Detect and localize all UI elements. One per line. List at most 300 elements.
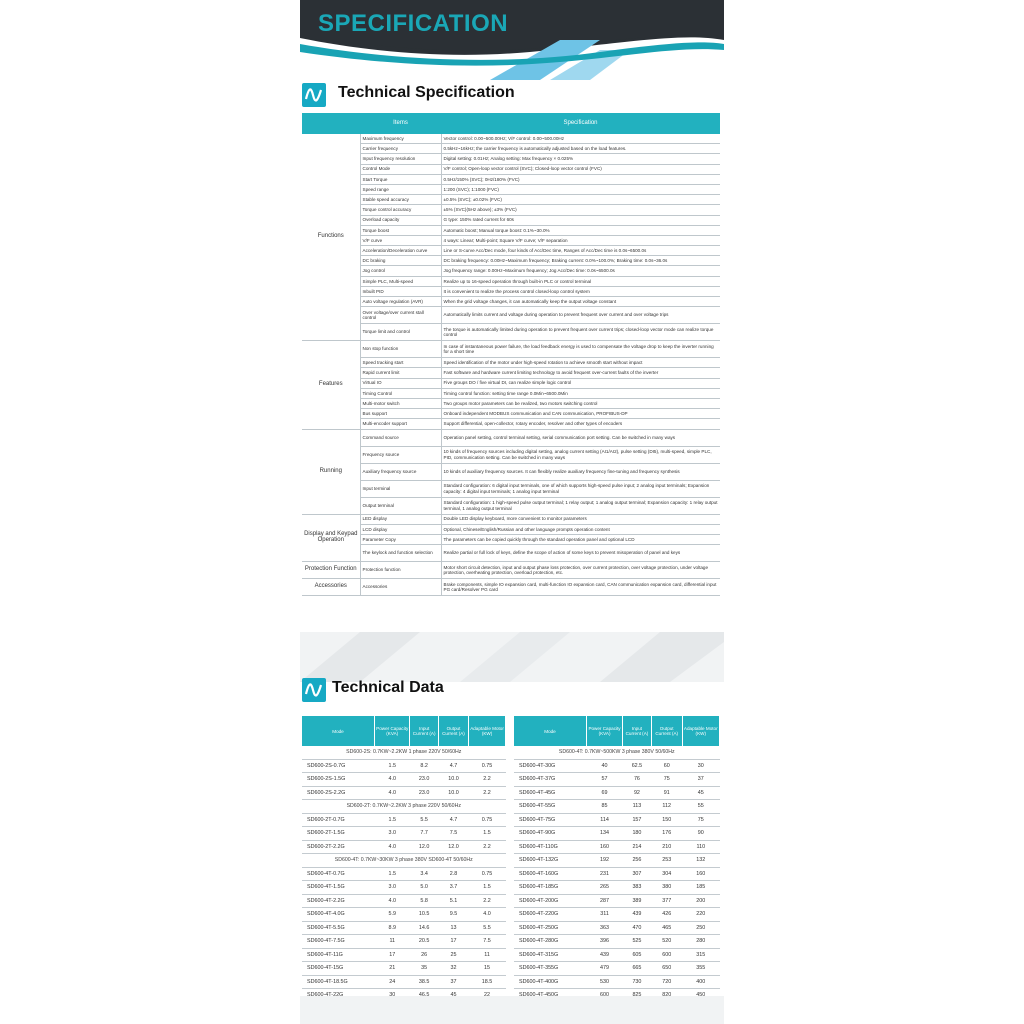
spec-table bbox=[302, 113, 720, 596]
value-cell: 132 bbox=[682, 854, 719, 868]
value-cell: 439 bbox=[587, 948, 623, 962]
spec-row bbox=[302, 446, 720, 463]
data-row bbox=[514, 800, 720, 814]
spec-row bbox=[302, 579, 720, 596]
spec-item-value: Motor short circuit detection, input and output phase loss protection, over current protection, over voltage protection, under voltage protection, overheating protection, overload protection, etc. bbox=[441, 562, 720, 579]
data-col-header: Input Current (A) bbox=[623, 716, 652, 746]
value-cell: 426 bbox=[651, 908, 682, 922]
spec-item-name: Maximum frequency bbox=[360, 134, 441, 144]
data-row bbox=[302, 840, 506, 854]
value-cell: 0.75 bbox=[469, 759, 506, 773]
value-cell: 4.0 bbox=[469, 908, 506, 922]
value-cell: 57 bbox=[587, 773, 623, 787]
model-cell: SD600-4T-75G bbox=[514, 813, 587, 827]
spec-item-value: Automatically limits current and voltage during operation to prevent frequent over current and over voltage trips bbox=[441, 307, 720, 324]
value-cell: 10.5 bbox=[410, 908, 438, 922]
spec-row bbox=[302, 205, 720, 215]
value-cell: 176 bbox=[651, 827, 682, 841]
spec-row bbox=[302, 297, 720, 307]
data-subheader-row bbox=[302, 746, 506, 759]
spec-item-value: Standard configuration: 1 high-speed pulse output terminal; 1 relay output; 1 analog output terminal; Expansion capacity: 1 relay output terminal, 1 analog output terminal bbox=[441, 497, 720, 514]
spec-item-value: ±0.5% (SVC); ±0.02% (FVC) bbox=[441, 195, 720, 205]
data-row bbox=[514, 813, 720, 827]
spec-item-name: V/F curve bbox=[360, 235, 441, 245]
data-row bbox=[514, 894, 720, 908]
model-cell: SD600-4T-185G bbox=[514, 881, 587, 895]
spec-row bbox=[302, 266, 720, 276]
spec-row bbox=[302, 256, 720, 266]
value-cell: 157 bbox=[623, 813, 652, 827]
spec-item-name: Input terminal bbox=[360, 480, 441, 497]
model-cell: SD600-4T-5.5G bbox=[302, 921, 375, 935]
data-col-header: Power Capacity (KVA) bbox=[375, 716, 410, 746]
value-cell: 730 bbox=[623, 975, 652, 989]
spec-item-name: Inbuilt PID bbox=[360, 286, 441, 296]
value-cell: 4.7 bbox=[438, 813, 468, 827]
value-cell: 11 bbox=[375, 935, 410, 949]
value-cell: 17 bbox=[375, 948, 410, 962]
value-cell: 4.0 bbox=[375, 894, 410, 908]
value-cell: 45 bbox=[682, 786, 719, 800]
data-subheader: SD600-4T: 0.7KW~30KW 3 phase 380V SD600-4T 50/60Hz bbox=[302, 854, 506, 868]
model-cell: SD600-2T-0.7G bbox=[302, 813, 375, 827]
value-cell: 35 bbox=[410, 962, 438, 976]
spec-row bbox=[302, 534, 720, 544]
value-cell: 37 bbox=[682, 773, 719, 787]
value-cell: 5.8 bbox=[410, 894, 438, 908]
value-cell: 2.2 bbox=[469, 840, 506, 854]
value-cell: 160 bbox=[682, 867, 719, 881]
value-cell: 3.4 bbox=[410, 867, 438, 881]
value-cell: 520 bbox=[651, 935, 682, 949]
spec-item-name: Multi-encoder support bbox=[360, 419, 441, 429]
value-cell: 665 bbox=[623, 962, 652, 976]
data-row bbox=[514, 948, 720, 962]
data-row bbox=[514, 827, 720, 841]
data-row bbox=[514, 867, 720, 881]
value-cell: 4.0 bbox=[375, 840, 410, 854]
data-row bbox=[302, 813, 506, 827]
value-cell: 40 bbox=[587, 759, 623, 773]
spec-row bbox=[302, 497, 720, 514]
data-col-header: Adaptable Motor (KW) bbox=[682, 716, 719, 746]
value-cell: 389 bbox=[623, 894, 652, 908]
value-cell: 3.0 bbox=[375, 881, 410, 895]
spec-row bbox=[302, 324, 720, 341]
value-cell: 8.9 bbox=[375, 921, 410, 935]
value-cell: 5.5 bbox=[410, 813, 438, 827]
spec-row bbox=[302, 235, 720, 245]
data-row bbox=[302, 881, 506, 895]
value-cell: 12.0 bbox=[410, 840, 438, 854]
value-cell: 55 bbox=[682, 800, 719, 814]
value-cell: 377 bbox=[651, 894, 682, 908]
spec-item-value: It is convenient to realize the process control closed-loop control system bbox=[441, 286, 720, 296]
spec-item-name: Output terminal bbox=[360, 497, 441, 514]
value-cell: 32 bbox=[438, 962, 468, 976]
value-cell: 479 bbox=[587, 962, 623, 976]
spec-banner bbox=[300, 0, 724, 80]
value-cell: 0.75 bbox=[469, 813, 506, 827]
tech-data-title: Technical Data bbox=[332, 679, 444, 696]
spec-header-spec: Specification bbox=[441, 113, 720, 134]
spec-row bbox=[302, 134, 720, 144]
spec-item-value: Operation panel setting, control terminal setting, serial communication port setting. Can be switched in many ways bbox=[441, 429, 720, 446]
data-subheader-row bbox=[302, 800, 506, 814]
value-cell: 600 bbox=[651, 948, 682, 962]
value-cell: 4.7 bbox=[438, 759, 468, 773]
wave-logo-icon bbox=[302, 83, 326, 107]
value-cell: 4.0 bbox=[375, 773, 410, 787]
model-cell: SD600-4T-11G bbox=[302, 948, 375, 962]
spec-item-value: The torque is automatically limited during operation to prevent frequent over current trips; closed-loop vector mode can realize torque control bbox=[441, 324, 720, 341]
data-row bbox=[514, 759, 720, 773]
spec-item-value: Vector control: 0.00~500.00Hz; V/F control: 0.00~500.00Hz bbox=[441, 134, 720, 144]
data-row bbox=[302, 894, 506, 908]
value-cell: 265 bbox=[587, 881, 623, 895]
model-cell: SD600-4T-200G bbox=[514, 894, 587, 908]
data-row bbox=[302, 975, 506, 989]
value-cell: 7.5 bbox=[438, 827, 468, 841]
value-cell: 311 bbox=[587, 908, 623, 922]
value-cell: 14.6 bbox=[410, 921, 438, 935]
tech-data-table-right bbox=[514, 716, 720, 1016]
model-cell: SD600-4T-400G bbox=[514, 975, 587, 989]
value-cell: 5.5 bbox=[469, 921, 506, 935]
model-cell: SD600-4T-2.2G bbox=[302, 894, 375, 908]
spec-row bbox=[302, 341, 720, 358]
value-cell: 9.5 bbox=[438, 908, 468, 922]
value-cell: 92 bbox=[623, 786, 652, 800]
spec-item-name: Speed range bbox=[360, 184, 441, 194]
spec-item-name: Simple PLC, Multi-speed bbox=[360, 276, 441, 286]
value-cell: 355 bbox=[682, 962, 719, 976]
value-cell: 91 bbox=[651, 786, 682, 800]
value-cell: 75 bbox=[651, 773, 682, 787]
data-row bbox=[302, 773, 506, 787]
spec-row bbox=[302, 225, 720, 235]
spec-item-name: Bus support bbox=[360, 409, 441, 419]
model-cell: SD600-4T-90G bbox=[514, 827, 587, 841]
spec-item-value: 0.5kHz~16kHz; the carrier frequency is automatically adjusted based on the load features. bbox=[441, 144, 720, 154]
value-cell: 256 bbox=[623, 854, 652, 868]
value-cell: 231 bbox=[587, 867, 623, 881]
value-cell: 5.0 bbox=[410, 881, 438, 895]
spec-item-name: Parameter Copy bbox=[360, 534, 441, 544]
value-cell: 1.5 bbox=[469, 881, 506, 895]
value-cell: 650 bbox=[651, 962, 682, 976]
value-cell: 383 bbox=[623, 881, 652, 895]
value-cell: 2.2 bbox=[469, 894, 506, 908]
spec-item-name: Rapid current limit bbox=[360, 368, 441, 378]
value-cell: 185 bbox=[682, 881, 719, 895]
value-cell: 4.0 bbox=[375, 786, 410, 800]
data-row bbox=[514, 786, 720, 800]
value-cell: 1.5 bbox=[375, 867, 410, 881]
spec-item-name: Input frequency resolution bbox=[360, 154, 441, 164]
spec-item-name: DC braking bbox=[360, 256, 441, 266]
model-cell: SD600-2T-2.2G bbox=[302, 840, 375, 854]
spec-row bbox=[302, 195, 720, 205]
value-cell: 150 bbox=[651, 813, 682, 827]
data-col-header: Mode bbox=[514, 716, 587, 746]
value-cell: 470 bbox=[623, 921, 652, 935]
decorative-background-bottom bbox=[300, 996, 724, 1024]
value-cell: 26 bbox=[410, 948, 438, 962]
data-col-header: Output Current (A) bbox=[651, 716, 682, 746]
spec-item-value: V/F control; Open-loop vector control (SVC); Closed-loop vector control (FVC) bbox=[441, 164, 720, 174]
spec-row bbox=[302, 246, 720, 256]
spec-item-name: Accessories bbox=[360, 579, 441, 596]
value-cell: 11 bbox=[469, 948, 506, 962]
value-cell: 85 bbox=[587, 800, 623, 814]
data-row bbox=[514, 962, 720, 976]
model-cell: SD600-4T-7.5G bbox=[302, 935, 375, 949]
spec-item-name: Over voltage/over current stall control bbox=[360, 307, 441, 324]
value-cell: 134 bbox=[587, 827, 623, 841]
spec-item-name: Carrier frequency bbox=[360, 144, 441, 154]
value-cell: 114 bbox=[587, 813, 623, 827]
spec-header-group bbox=[302, 113, 360, 134]
value-cell: 37 bbox=[438, 975, 468, 989]
value-cell: 90 bbox=[682, 827, 719, 841]
model-cell: SD600-4T-132G bbox=[514, 854, 587, 868]
spec-item-value: Brake components, simple IO expansion card, multi-function IO expansion card, CAN communication expansion card, differential input PG card/Resolver PG card bbox=[441, 579, 720, 596]
data-row bbox=[514, 773, 720, 787]
model-cell: SD600-4T-220G bbox=[514, 908, 587, 922]
model-cell: SD600-2S-2.2G bbox=[302, 786, 375, 800]
value-cell: 30 bbox=[682, 759, 719, 773]
spec-item-name: Virtual IO bbox=[360, 378, 441, 388]
value-cell: 214 bbox=[623, 840, 652, 854]
data-subheader-row bbox=[514, 746, 720, 759]
spec-row bbox=[302, 154, 720, 164]
spec-row bbox=[302, 463, 720, 480]
value-cell: 2.2 bbox=[469, 786, 506, 800]
data-row bbox=[514, 935, 720, 949]
value-cell: 15 bbox=[469, 962, 506, 976]
data-row bbox=[514, 975, 720, 989]
spec-item-name: Stable speed accuracy bbox=[360, 195, 441, 205]
value-cell: 12.0 bbox=[438, 840, 468, 854]
value-cell: 605 bbox=[623, 948, 652, 962]
spec-row bbox=[302, 388, 720, 398]
value-cell: 180 bbox=[623, 827, 652, 841]
spec-item-value: Onboard independent MODBUS communication and CAN communication, PROFIBUS-DP bbox=[441, 409, 720, 419]
data-row bbox=[302, 921, 506, 935]
spec-panel bbox=[300, 0, 724, 1024]
spec-row bbox=[302, 378, 720, 388]
spec-item-value: Automatic boost; Manual torque boost: 0.1%~30.0% bbox=[441, 225, 720, 235]
value-cell: 17 bbox=[438, 935, 468, 949]
spec-item-value: Realize partial or full lock of keys, define the scope of action of some keys to prevent misoperation of panel and keys bbox=[441, 545, 720, 562]
spec-item-value: 0.5Hz/150% (SVC); 0Hz/180% (FVC) bbox=[441, 174, 720, 184]
tech-data-heading bbox=[300, 675, 724, 705]
spec-item-name: LED display bbox=[360, 514, 441, 524]
value-cell: 75 bbox=[682, 813, 719, 827]
value-cell: 720 bbox=[651, 975, 682, 989]
spec-row bbox=[302, 419, 720, 429]
value-cell: 7.5 bbox=[469, 935, 506, 949]
spec-row bbox=[302, 562, 720, 579]
data-row bbox=[514, 840, 720, 854]
value-cell: 8.2 bbox=[410, 759, 438, 773]
spec-row bbox=[302, 545, 720, 562]
data-row bbox=[302, 962, 506, 976]
value-cell: 465 bbox=[651, 921, 682, 935]
data-row bbox=[514, 854, 720, 868]
value-cell: 10.0 bbox=[438, 786, 468, 800]
spec-item-value: 10 kinds of auxiliary frequency sources. It can flexibly realize auxiliary frequency fine-tuning and frequency synthesis bbox=[441, 463, 720, 480]
spec-item-name: Acceleration/Deceleration curve bbox=[360, 246, 441, 256]
spec-item-value: 10 kinds of frequency sources including digital setting, analog current setting (AI1/AI2), pulse setting (DI5), multi-speed, simple PLC, PID, communication setting. Can be switched in many ways bbox=[441, 446, 720, 463]
spec-item-value: G type: 150% rated current for 60s bbox=[441, 215, 720, 225]
spec-item-value: Speed identification of the motor under high-speed rotation to achieve smooth start without impact bbox=[441, 358, 720, 368]
data-col-header: Adaptable Motor (KW) bbox=[469, 716, 506, 746]
spec-row bbox=[302, 144, 720, 154]
data-subheader: SD600-2T: 0.7KW~2.2KW 3 phase 220V 50/60Hz bbox=[302, 800, 506, 814]
spec-row bbox=[302, 276, 720, 286]
value-cell: 2.8 bbox=[438, 867, 468, 881]
tech-spec-title: Technical Specification bbox=[338, 84, 515, 101]
model-cell: SD600-4T-55G bbox=[514, 800, 587, 814]
value-cell: 363 bbox=[587, 921, 623, 935]
data-row bbox=[302, 827, 506, 841]
data-col-header: Power Capacity (KVA) bbox=[587, 716, 623, 746]
value-cell: 280 bbox=[682, 935, 719, 949]
value-cell: 18.5 bbox=[469, 975, 506, 989]
spec-item-name: Auto voltage regulation (AVR) bbox=[360, 297, 441, 307]
spec-item-value: Five groups DO / five virtual DI, can realize simple logic control bbox=[441, 378, 720, 388]
value-cell: 0.75 bbox=[469, 867, 506, 881]
model-cell: SD600-4T-18.5G bbox=[302, 975, 375, 989]
value-cell: 62.5 bbox=[623, 759, 652, 773]
spec-row bbox=[302, 358, 720, 368]
value-cell: 1.5 bbox=[469, 827, 506, 841]
value-cell: 25 bbox=[438, 948, 468, 962]
value-cell: 380 bbox=[651, 881, 682, 895]
data-row bbox=[514, 881, 720, 895]
spec-item-name: Torque limit and control bbox=[360, 324, 441, 341]
spec-row bbox=[302, 215, 720, 225]
value-cell: 530 bbox=[587, 975, 623, 989]
spec-item-value: Digital setting: 0.01Hz; Analog setting: Max frequency × 0.025% bbox=[441, 154, 720, 164]
model-cell: SD600-4T-4.0G bbox=[302, 908, 375, 922]
value-cell: 23.0 bbox=[410, 786, 438, 800]
spec-header-items: Items bbox=[360, 113, 441, 134]
value-cell: 304 bbox=[651, 867, 682, 881]
tech-spec-heading bbox=[300, 80, 724, 110]
spec-item-name: The keylock and function selection bbox=[360, 545, 441, 562]
model-cell: SD600-2S-1.5G bbox=[302, 773, 375, 787]
data-row bbox=[302, 786, 506, 800]
spec-item-value: Two groups motor parameters can be realized, two motors switching control bbox=[441, 398, 720, 408]
model-cell: SD600-4T-37G bbox=[514, 773, 587, 787]
value-cell: 3.7 bbox=[438, 881, 468, 895]
data-col-header: Input Current (A) bbox=[410, 716, 438, 746]
value-cell: 5.9 bbox=[375, 908, 410, 922]
spec-item-value: ±5% (SVC)(5Hz above); ±3% (FVC) bbox=[441, 205, 720, 215]
model-cell: SD600-4T-15G bbox=[302, 962, 375, 976]
spec-row bbox=[302, 368, 720, 378]
value-cell: 400 bbox=[682, 975, 719, 989]
spec-group-label: Functions bbox=[302, 134, 360, 341]
spec-row bbox=[302, 286, 720, 296]
spec-item-value: Support differential, open-collector, rotary encoder, resolver and other types of encoders bbox=[441, 419, 720, 429]
spec-item-name: Non stop function bbox=[360, 341, 441, 358]
value-cell: 3.0 bbox=[375, 827, 410, 841]
value-cell: 60 bbox=[651, 759, 682, 773]
value-cell: 2.2 bbox=[469, 773, 506, 787]
spec-row bbox=[302, 184, 720, 194]
model-cell: SD600-4T-1.5G bbox=[302, 881, 375, 895]
value-cell: 24 bbox=[375, 975, 410, 989]
spec-item-name: Jog control bbox=[360, 266, 441, 276]
spec-item-name: Overload capacity bbox=[360, 215, 441, 225]
spec-item-name: Speed tracking start bbox=[360, 358, 441, 368]
data-subheader: SD600-4T: 0.7KW~500KW 3 phase 380V 50/60Hz bbox=[514, 746, 720, 759]
spec-item-name: Torque control accuracy bbox=[360, 205, 441, 215]
spec-row bbox=[302, 174, 720, 184]
spec-row bbox=[302, 480, 720, 497]
value-cell: 160 bbox=[587, 840, 623, 854]
data-row bbox=[302, 908, 506, 922]
spec-row bbox=[302, 514, 720, 524]
data-subheader-row bbox=[302, 854, 506, 868]
spec-item-name: LCD display bbox=[360, 524, 441, 534]
value-cell: 287 bbox=[587, 894, 623, 908]
value-cell: 69 bbox=[587, 786, 623, 800]
spec-group-label: Features bbox=[302, 341, 360, 429]
wave-logo-icon bbox=[302, 678, 326, 702]
value-cell: 192 bbox=[587, 854, 623, 868]
value-cell: 250 bbox=[682, 921, 719, 935]
tech-data-table-left bbox=[302, 716, 506, 1003]
spec-item-name: Timing Control bbox=[360, 388, 441, 398]
data-row bbox=[302, 935, 506, 949]
spec-item-value: When the grid voltage changes, it can automatically keep the output voltage constant bbox=[441, 297, 720, 307]
data-subheader: SD600-2S: 0.7KW~2.2KW 1 phase 220V 50/60Hz bbox=[302, 746, 506, 759]
value-cell: 20.5 bbox=[410, 935, 438, 949]
spec-item-value: DC braking frequency: 0.00Hz~Maximum frequency; Braking current: 0.0%~100.0%; Braking time: 0.0s~36.0s bbox=[441, 256, 720, 266]
spec-item-name: Multi-motor switch bbox=[360, 398, 441, 408]
value-cell: 525 bbox=[623, 935, 652, 949]
model-cell: SD600-4T-250G bbox=[514, 921, 587, 935]
data-row bbox=[302, 948, 506, 962]
value-cell: 38.5 bbox=[410, 975, 438, 989]
data-row bbox=[302, 759, 506, 773]
value-cell: 110 bbox=[682, 840, 719, 854]
value-cell: 76 bbox=[623, 773, 652, 787]
value-cell: 10.0 bbox=[438, 773, 468, 787]
model-cell: SD600-2S-0.7G bbox=[302, 759, 375, 773]
spec-item-value: In case of instantaneous power failure, the load feedback energy is used to compensate the voltage drop to keep the inverter running for a short time bbox=[441, 341, 720, 358]
spec-row bbox=[302, 429, 720, 446]
model-cell: SD600-4T-355G bbox=[514, 962, 587, 976]
spec-group-label: Display and Keypad Operation bbox=[302, 514, 360, 562]
value-cell: 200 bbox=[682, 894, 719, 908]
spec-item-value: Timing control function: setting time range 0.0Min~6500.0Min bbox=[441, 388, 720, 398]
model-cell: SD600-4T-0.7G bbox=[302, 867, 375, 881]
spec-item-name: Frequency source bbox=[360, 446, 441, 463]
data-row bbox=[514, 908, 720, 922]
spec-row bbox=[302, 398, 720, 408]
spec-group-label: Accessories bbox=[302, 579, 360, 596]
model-cell: SD600-4T-45G bbox=[514, 786, 587, 800]
value-cell: 396 bbox=[587, 935, 623, 949]
spec-item-name: Control Mode bbox=[360, 164, 441, 174]
value-cell: 307 bbox=[623, 867, 652, 881]
